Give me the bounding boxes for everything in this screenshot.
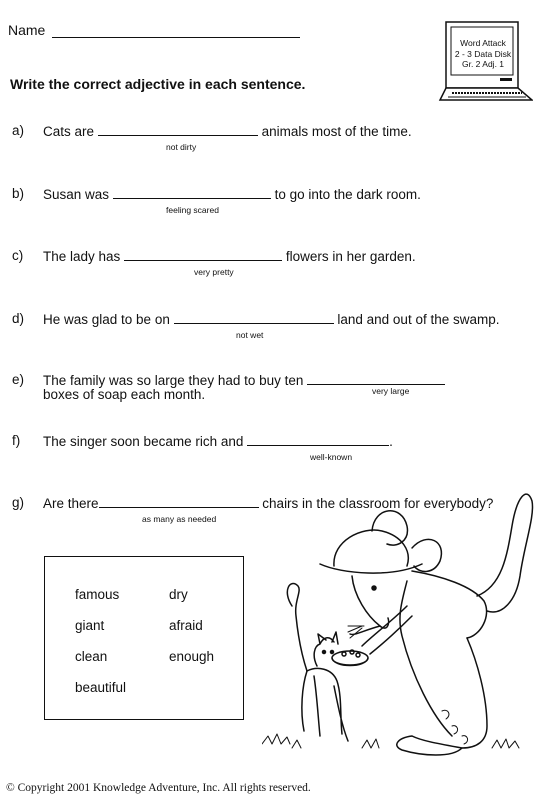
hint-text: very large <box>372 386 410 396</box>
hint-text: feeling scared <box>166 205 219 215</box>
answer-blank[interactable] <box>124 248 282 261</box>
answer-blank[interactable] <box>99 495 259 508</box>
answer-blank[interactable] <box>307 372 445 385</box>
question-text: He was glad to be on <box>43 312 170 327</box>
answer-blank[interactable] <box>113 186 271 199</box>
answer-blank[interactable] <box>174 311 334 324</box>
question-text: The singer soon became rich and <box>43 434 244 449</box>
word-bank-box <box>44 556 244 720</box>
question-text: flowers in her garden. <box>285 249 416 264</box>
word-bank-item: famous <box>75 587 120 602</box>
hint-text: as many as needed <box>142 514 217 524</box>
question-text: The family was so large they had to buy ten <box>43 373 304 388</box>
question-text: Susan was <box>43 187 110 202</box>
name-label: Name <box>8 22 46 38</box>
question-text: Are there <box>43 496 99 511</box>
question-text: to go into the dark room. <box>274 187 421 202</box>
hint-text: very pretty <box>194 267 234 277</box>
hint-text: not wet <box>236 330 264 340</box>
word-bank-item: giant <box>75 618 105 633</box>
word-bank-item: beautiful <box>75 680 127 695</box>
answer-blank[interactable] <box>98 123 258 136</box>
question-text: land and out of the swamp. <box>337 312 500 327</box>
question-text: boxes of soap each month. <box>43 387 206 402</box>
question-text: The lady has <box>43 249 121 264</box>
copyright-notice: © Copyright 2001 Knowledge Adventure, Inc. All rights reserved. <box>6 782 311 794</box>
word-bank-item: dry <box>169 587 188 602</box>
word-bank-item: clean <box>75 649 108 664</box>
word-bank-item: afraid <box>169 618 203 633</box>
question-text: Cats are <box>43 124 95 139</box>
hint-text: well-known <box>310 452 353 462</box>
question-text: chairs in the classroom for everybody? <box>262 496 494 511</box>
hint-text: not dirty <box>166 142 197 152</box>
mouse-feeding-cat-illustration <box>262 486 540 776</box>
question-text: animals most of the time. <box>261 124 412 139</box>
instruction-text: Write the correct adjective in each sentence. <box>10 76 306 92</box>
answer-blank[interactable] <box>247 433 389 446</box>
name-field-line[interactable] <box>52 37 300 38</box>
question-text: . <box>389 434 393 449</box>
disk-label: Word Attack 2 - 3 Data Disk Gr. 2 Adj. 1 <box>454 38 512 69</box>
word-bank-item: enough <box>169 649 215 664</box>
